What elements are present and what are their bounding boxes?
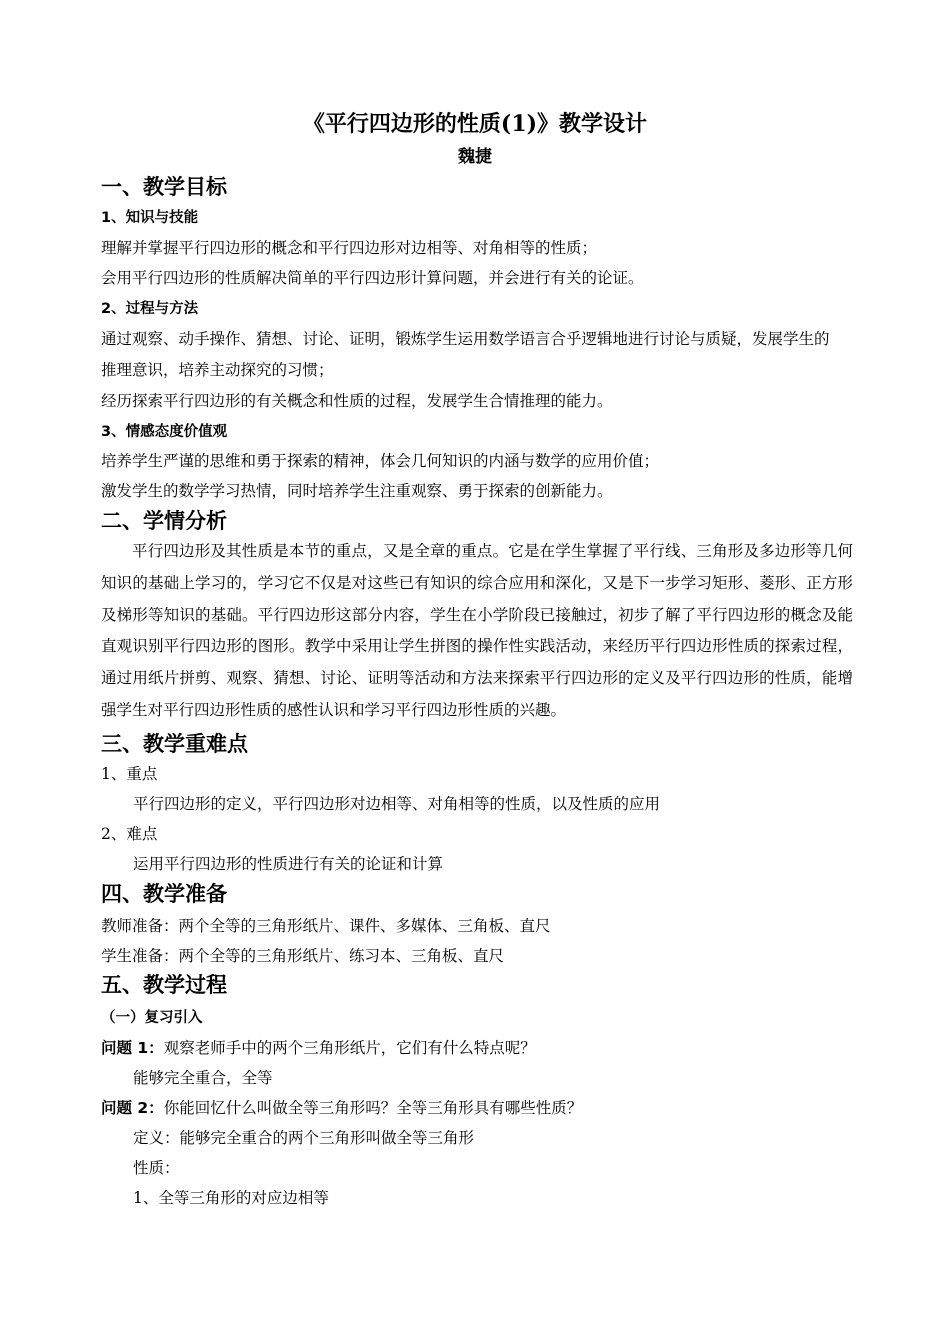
difficulty-label: 2、难点 bbox=[101, 825, 158, 843]
question-2-text: 你能回忆什么叫做全等三角形吗？全等三角形具有哪些性质？ bbox=[163, 1099, 583, 1117]
subheading-process-method: 2、过程与方法 bbox=[101, 301, 199, 317]
key-point-text: 平行四边形的定义，平行四边形对边相等、对角相等的性质，以及性质的应用 bbox=[133, 795, 661, 813]
document-title: 《平行四边形的性质(1)》教学设计 bbox=[302, 111, 648, 137]
body-line: 理解并掌握平行四边形的概念和平行四边形对边相等、对角相等的性质； bbox=[101, 239, 598, 257]
subheading-attitude-values: 3、情感态度价值观 bbox=[101, 424, 228, 440]
key-point-label: 1、重点 bbox=[101, 765, 158, 783]
section-heading-objectives: 一、教学目标 bbox=[101, 175, 227, 199]
definition-line: 定义：能够完全重合的两个三角形叫做全等三角形 bbox=[133, 1129, 475, 1147]
section-heading-analysis: 二、学情分析 bbox=[101, 509, 227, 533]
difficulty-text: 运用平行四边形的性质进行有关的论证和计算 bbox=[133, 855, 444, 873]
question-1-label: 问题 1： bbox=[101, 1039, 164, 1057]
analysis-paragraph: 平行四边形及其性质是本节的重点，又是全章的重点。它是在学生掌握了平行线、三角形及多边形等几何知识的基础上学习的，学习它不仅是对这些已有知识的综合应用和深化，又是下一步学习矩形、菱形、正方形及梯形等知识的基础。平行四边形这部分内容，学生在小学阶段已接触过，初步了解了平行四边形的概念及能直观识别平行四边形的图形。教学中采用让学生拼图的操作性实践活动，来经历平行四边形性质的探索过程，通过用纸片拼剪、观察、猜想、讨论、证明等活动和方法来探索平行四边形的定义及平行四边形的性质，能增强学生对平行四边形性质的感性认识和学习平行四边形性质的兴趣。 bbox=[101, 542, 853, 719]
section-heading-key-points: 三、教学重难点 bbox=[101, 732, 248, 756]
question-1-text: 观察老师手中的两个三角形纸片，它们有什么特点呢？ bbox=[163, 1039, 536, 1057]
question-1-answer: 能够完全重合，全等 bbox=[133, 1069, 273, 1087]
question-1 bbox=[101, 1036, 536, 1060]
section-heading-process: 五、教学过程 bbox=[101, 973, 227, 997]
student-preparation: 学生准备：两个全等的三角形纸片、练习本、三角板、直尺 bbox=[101, 947, 505, 965]
body-line: 经历探索平行四边形的有关概念和性质的过程，发展学生合情推理的能力。 bbox=[101, 392, 613, 410]
author-name: 魏捷 bbox=[458, 147, 492, 167]
body-line: 推理意识，培养主动探究的习惯； bbox=[101, 361, 334, 379]
body-line: 通过观察、动手操作、猜想、讨论、证明，锻炼学生运用数学语言合乎逻辑地进行讨论与质疑，发展学生的 bbox=[101, 330, 830, 348]
section-heading-preparation: 四、教学准备 bbox=[101, 882, 227, 906]
body-line: 培养学生严谨的思维和勇于探索的精神，体会几何知识的内涵与数学的应用价值； bbox=[101, 452, 660, 470]
property-item: 1、全等三角形的对应边相等 bbox=[133, 1189, 329, 1207]
question-2 bbox=[101, 1096, 582, 1120]
property-label: 性质： bbox=[133, 1159, 180, 1177]
body-line: 会用平行四边形的性质解决简单的平行四边形计算问题，并会进行有关的论证。 bbox=[101, 269, 644, 287]
subheading-knowledge-skills: 1、知识与技能 bbox=[101, 210, 199, 226]
body-line: 激发学生的数学学习热情，同时培养学生注重观察、勇于探索的创新能力。 bbox=[101, 482, 613, 500]
question-2-label: 问题 2： bbox=[101, 1099, 164, 1117]
teacher-preparation: 教师准备：两个全等的三角形纸片、课件、多媒体、三角板、直尺 bbox=[101, 917, 551, 935]
subheading-review: （一）复习引入 bbox=[101, 1010, 203, 1026]
